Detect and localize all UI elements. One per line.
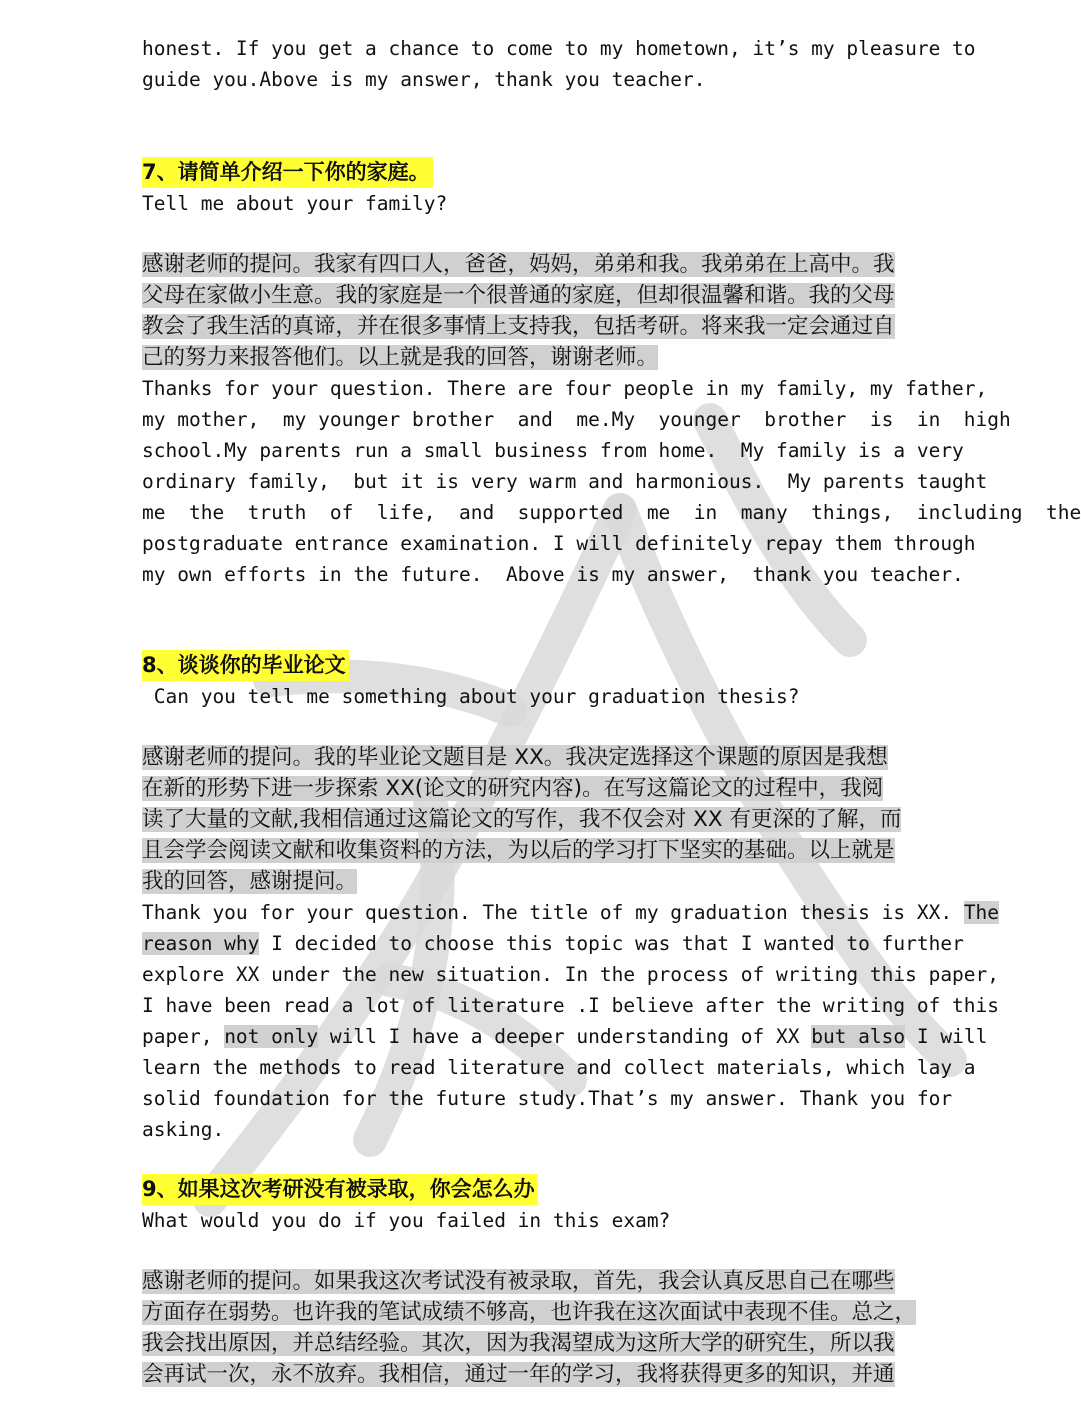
answer-text: I will — [905, 1025, 988, 1048]
answer-line: my own efforts in the future. Above is my answer, thank you teacher. — [142, 563, 964, 586]
answer-line: 己的努力来报答他们。以上就是我的回答，谢谢老师。 — [142, 345, 659, 370]
highlighted-phrase: but also — [811, 1025, 906, 1048]
answer-line — [142, 897, 1000, 928]
intro-line: honest. If you get a chance to come to my hometown, it’s my pleasure to — [142, 37, 976, 60]
answer-line: learn the methods to read literature and collect materials, which lay a — [142, 1056, 976, 1079]
answer-line: 方面存在弱势。也许我的笔试成绩不够高，也许我在这次面试中表现不佳。总之， — [142, 1300, 917, 1325]
answer-line — [142, 1021, 988, 1052]
highlighted-phrase: The — [963, 901, 1000, 924]
question-8-english: Can you tell me something about your graduation thesis? — [142, 685, 800, 708]
question-8-answer-english — [142, 897, 1000, 1145]
question-7-answer-chinese — [142, 249, 964, 373]
intro-paragraph — [142, 33, 976, 95]
question-7-answer-english — [142, 373, 1081, 590]
answer-line: solid foundation for the future study.That’s my answer. Thank you for — [142, 1087, 953, 1110]
highlighted-phrase: reason why — [142, 932, 260, 955]
answer-line: school.My parents run a small business from home. My family is a very — [142, 439, 964, 462]
answer-text: will I have a deeper understanding of XX — [318, 1025, 812, 1048]
question-9-title: 9、如果这次考研没有被录取，你会怎么办 — [142, 1174, 538, 1205]
question-7-section — [142, 157, 964, 219]
answer-line: 感谢老师的提问。我的毕业论文题目是 XX。我决定选择这个课题的原因是我想 — [142, 745, 888, 770]
answer-line: me the truth of life, and supported me in many things, including the — [142, 501, 1081, 524]
question-8-section — [142, 650, 964, 712]
question-7-english: Tell me about your family? — [142, 192, 448, 215]
answer-line: I have been read a lot of literature .I believe after the writing of this — [142, 994, 1000, 1017]
answer-text: Thank you for your question. The title of my graduation thesis is XX. — [142, 901, 964, 924]
question-7-title: 7、请简单介绍一下你的家庭。 — [142, 157, 433, 188]
answer-text: paper, — [142, 1025, 225, 1048]
answer-line: explore XX under the new situation. In the process of writing this paper, — [142, 963, 1000, 986]
highlighted-phrase: not only — [224, 1025, 319, 1048]
question-9-english: What would you do if you failed in this exam? — [142, 1209, 671, 1232]
answer-line: 且会学会阅读文献和收集资料的方法，为以后的学习打下坚实的基础。以上就是 — [142, 838, 895, 863]
answer-line: 我会找出原因，并总结经验。其次，因为我渴望成为这所大学的研究生，所以我 — [142, 1331, 895, 1356]
answer-text: I decided to choose this topic was that I wanted to further — [259, 932, 964, 955]
question-8-answer-chinese — [142, 742, 964, 897]
answer-line: 会再试一次，永不放弃。我相信，通过一年的学习，我将获得更多的知识，并通 — [142, 1362, 895, 1387]
intro-line: guide you.Above is my answer, thank you teacher. — [142, 68, 706, 91]
answer-line: 教会了我生活的真谛，并在很多事情上支持我，包括考研。将来我一定会通过自 — [142, 314, 895, 339]
question-9-answer-chinese — [142, 1266, 964, 1390]
answer-line: postgraduate entrance examination. I will definitely repay them through — [142, 532, 976, 555]
answer-line: 父母在家做小生意。我的家庭是一个很普通的家庭，但却很温馨和谐。我的父母 — [142, 283, 895, 308]
answer-line: asking. — [142, 1118, 225, 1141]
answer-line: 我的回答，感谢提问。 — [142, 869, 358, 894]
answer-line: my mother, my younger brother and me.My younger brother is in high — [142, 408, 1011, 431]
answer-line — [142, 928, 964, 959]
answer-line: ordinary family, but it is very warm and harmonious. My parents taught — [142, 470, 988, 493]
answer-line: 感谢老师的提问。如果我这次考试没有被录取，首先，我会认真反思自己在哪些 — [142, 1269, 895, 1294]
answer-line: 读了大量的文献,我相信通过这篇论文的写作，我不仅会对 XX 有更深的了解，而 — [142, 807, 902, 832]
answer-line: Thanks for your question. There are four people in my family, my father, — [142, 377, 988, 400]
answer-line: 在新的形势下进一步探索 XX(论文的研究内容)。在写这篇论文的过程中，我阅 — [142, 776, 884, 801]
question-9-section — [142, 1174, 964, 1236]
question-8-title: 8、谈谈你的毕业论文 — [142, 650, 349, 681]
answer-line: 感谢老师的提问。我家有四口人，爸爸，妈妈，弟弟和我。我弟弟在上高中。我 — [142, 252, 895, 277]
